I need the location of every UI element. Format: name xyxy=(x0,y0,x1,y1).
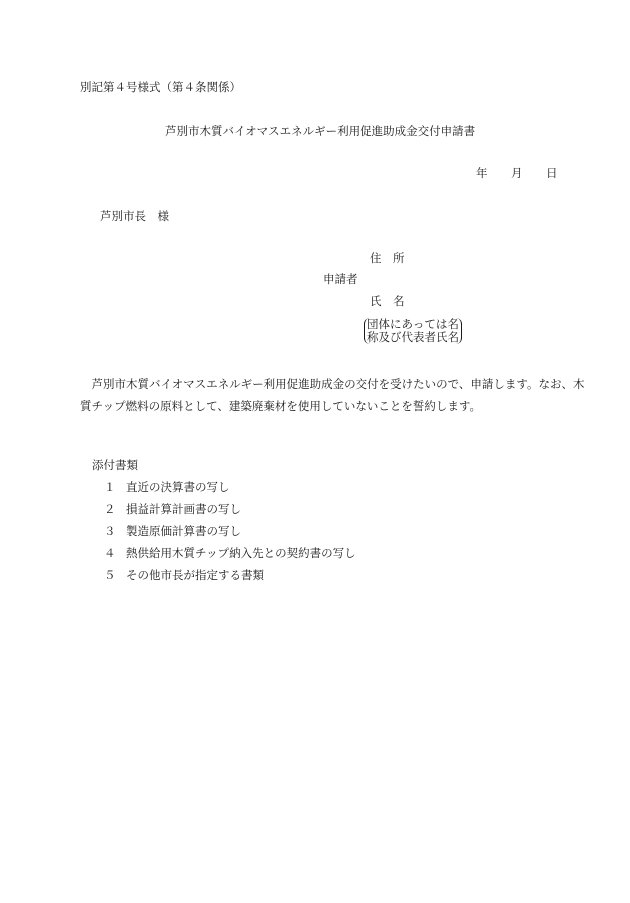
attachment-text: 直近の決算書の写し xyxy=(126,480,230,494)
organization-note xyxy=(364,318,462,344)
attachment-text: 損益計算計画書の写し xyxy=(126,502,241,516)
attachment-number: ３ xyxy=(104,524,116,538)
application-statement: 芦別市木質バイオマスエネルギー利用促進助成金の交付を受けたいので、申請します。なお、木質チップ燃料の原料として、建築廃棄材を使用していないことを誓約します。 xyxy=(80,377,585,413)
form-number: 別記第４号様式（第４条関係） xyxy=(80,80,241,94)
name-label: 氏 名 xyxy=(370,294,405,308)
attachment-number: ５ xyxy=(104,568,116,582)
address-label: 住 所 xyxy=(370,251,405,265)
attachment-number: ４ xyxy=(104,546,116,560)
addressee: 芦別市長 様 xyxy=(100,209,169,223)
date-month: 月 xyxy=(511,166,523,180)
attachment-text: その他市長が指定する書類 xyxy=(126,568,264,582)
attachment-item xyxy=(104,548,356,560)
attachment-text: 製造原価計算書の写し xyxy=(126,524,241,538)
attachment-item xyxy=(104,570,264,582)
attachment-number: １ xyxy=(104,480,116,494)
attachment-text: 熱供給用木質チップ納入先との契約書の写し xyxy=(126,546,356,560)
attachment-item xyxy=(104,504,241,516)
date-year: 年 xyxy=(476,166,488,180)
organization-note-line-1: 団体にあっては名 xyxy=(367,317,459,331)
attachment-item xyxy=(104,526,241,538)
applicant-label: 申請者 xyxy=(323,272,358,286)
attachment-number: ２ xyxy=(104,502,116,516)
date-day: 日 xyxy=(546,166,558,180)
attachment-item xyxy=(104,482,230,494)
organization-note-line-2: 称及び代表者氏名 xyxy=(367,330,459,344)
document-title: 芦別市木質バイオマスエネルギー利用促進助成金交付申請書 xyxy=(165,124,476,138)
attachments-heading: 添付書類 xyxy=(92,458,138,472)
